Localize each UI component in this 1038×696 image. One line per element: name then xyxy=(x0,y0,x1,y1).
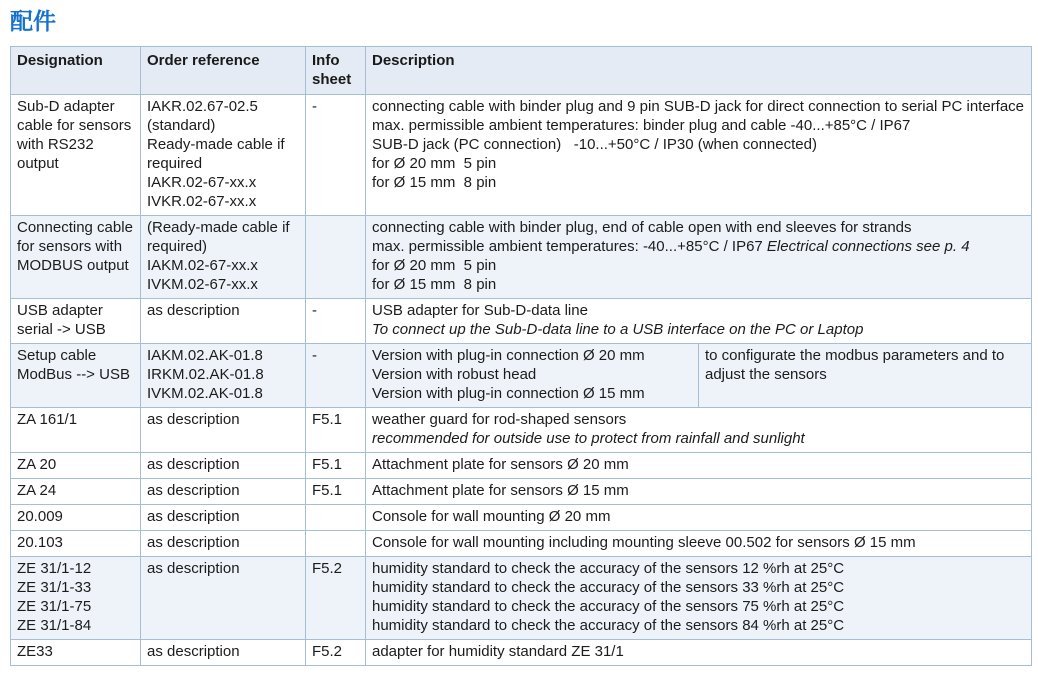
cell-line: 20.009 xyxy=(17,508,63,525)
table-row xyxy=(11,408,1032,453)
text-segment: SUB-D jack (PC connection) -10...+50°C / IP30 (when connected) xyxy=(372,136,817,153)
italic-text-segment: To connect up the Sub-D-data line to a USB interface on the PC or Laptop xyxy=(372,321,864,338)
info-sheet-cell xyxy=(306,531,366,557)
text-segment: humidity standard to check the accuracy of the sensors 75 %rh at 25°C xyxy=(372,598,845,615)
info-sheet-cell: F5.1 xyxy=(306,453,366,479)
cell-line: as description xyxy=(147,302,240,319)
cell-line: IVKM.02.AK-01.8 xyxy=(147,385,263,402)
text-segment: Version with plug-in connection Ø 20 mm xyxy=(372,347,645,364)
designation-cell xyxy=(11,640,141,666)
order-reference-cell xyxy=(141,408,306,453)
description-line xyxy=(372,642,1025,661)
designation-cell xyxy=(11,557,141,640)
column-header-info-sheet: Info sheet xyxy=(306,47,366,95)
text-segment: for Ø 20 mm 5 pin xyxy=(372,257,497,274)
table-row xyxy=(11,453,1032,479)
description-line xyxy=(372,346,692,365)
text-segment: for Ø 15 mm 8 pin xyxy=(372,276,497,293)
cell-line: as description xyxy=(147,534,240,551)
cell-line: as description xyxy=(147,643,240,660)
cell-line: IAKM.02.AK-01.8 xyxy=(147,347,263,364)
description-line xyxy=(372,237,1025,256)
description-line xyxy=(372,173,1025,192)
info-sheet-cell: F5.1 xyxy=(306,479,366,505)
column-header-order-reference: Order reference xyxy=(141,47,306,95)
info-sheet-cell xyxy=(306,216,366,299)
info-sheet-cell: - xyxy=(306,299,366,344)
cell-line: 20.103 xyxy=(17,534,63,551)
description-line xyxy=(372,154,1025,173)
info-sheet-cell: F5.2 xyxy=(306,640,366,666)
description-line xyxy=(372,320,1025,339)
description-line xyxy=(372,410,1025,429)
table-row xyxy=(11,344,1032,408)
description-line xyxy=(372,597,1025,616)
info-sheet-cell: F5.2 xyxy=(306,557,366,640)
italic-text-segment: Electrical connections see p. 4 xyxy=(766,238,970,255)
table-row xyxy=(11,479,1032,505)
order-reference-cell xyxy=(141,505,306,531)
info-sheet-cell: F5.1 xyxy=(306,408,366,453)
order-reference-cell xyxy=(141,453,306,479)
description-split xyxy=(366,344,1031,407)
designation-cell xyxy=(11,505,141,531)
text-segment: humidity standard to check the accuracy of the sensors 84 %rh at 25°C xyxy=(372,617,845,634)
table-row xyxy=(11,557,1032,640)
column-header-description: Description xyxy=(366,47,1032,95)
italic-text-segment: recommended for outside use to protect from rainfall and sunlight xyxy=(372,430,805,447)
description-cell xyxy=(366,640,1032,666)
text-segment: humidity standard to check the accuracy of the sensors 33 %rh at 25°C xyxy=(372,579,845,596)
description-cell xyxy=(366,557,1032,640)
order-reference-cell xyxy=(141,557,306,640)
text-segment: max. permissible ambient temperatures: -40...+85°C / IP67 xyxy=(372,238,767,255)
text-segment: max. permissible ambient temperatures: binder plug and cable -40...+85°C / IP67 xyxy=(372,117,911,134)
description-line xyxy=(372,578,1025,597)
description-cell xyxy=(366,531,1032,557)
description-line xyxy=(372,97,1025,116)
cell-line: ZE33 xyxy=(17,643,53,660)
cell-line: as description xyxy=(147,411,240,428)
text-segment: to configurate the modbus parameters and to adjust the sensors xyxy=(705,347,1009,383)
info-sheet-cell: - xyxy=(306,344,366,408)
designation-cell xyxy=(11,408,141,453)
cell-line: as description xyxy=(147,508,240,525)
table-row xyxy=(11,505,1032,531)
text-segment: adapter for humidity standard ZE 31/1 xyxy=(372,643,624,660)
description-cell xyxy=(366,408,1032,453)
description-line xyxy=(372,218,1025,237)
order-reference-cell xyxy=(141,344,306,408)
cell-line: IAKM.02-67-xx.x xyxy=(147,257,258,274)
description-cell xyxy=(366,299,1032,344)
info-sheet-cell: - xyxy=(306,95,366,216)
designation-cell xyxy=(11,299,141,344)
designation-cell xyxy=(11,453,141,479)
cell-line: IAKR.02-67-xx.x xyxy=(147,174,257,191)
description-line xyxy=(372,384,692,403)
order-reference-cell xyxy=(141,216,306,299)
cell-line: ZE 31/1-33 xyxy=(17,579,92,596)
cell-line: ZA 24 xyxy=(17,482,57,499)
cell-line: as description xyxy=(147,560,240,577)
description-line xyxy=(372,429,1025,448)
text-segment: Attachment plate for sensors Ø 20 mm xyxy=(372,456,629,473)
table-row xyxy=(11,640,1032,666)
table-row xyxy=(11,531,1032,557)
cell-line: Connecting cable for sensors with MODBUS output xyxy=(17,219,138,274)
info-sheet-cell xyxy=(306,505,366,531)
cell-line: ZA 20 xyxy=(17,456,57,473)
cell-line: Ready-made cable if required xyxy=(147,136,289,172)
text-segment: Console for wall mounting including mounting sleeve 00.502 for sensors Ø 15 mm xyxy=(372,534,916,551)
description-line xyxy=(372,256,1025,275)
designation-cell xyxy=(11,479,141,505)
order-reference-cell xyxy=(141,640,306,666)
description-line xyxy=(372,616,1025,635)
description-cell xyxy=(366,505,1032,531)
description-line xyxy=(372,533,1025,552)
text-segment: Console for wall mounting Ø 20 mm xyxy=(372,508,611,525)
description-cell xyxy=(366,479,1032,505)
cell-line: IRKM.02.AK-01.8 xyxy=(147,366,264,383)
cell-line: Sub-D adapter cable for sensors with RS232 output xyxy=(17,98,136,172)
text-segment: for Ø 15 mm 8 pin xyxy=(372,174,497,191)
description-cell xyxy=(366,95,1032,216)
description-cell xyxy=(366,216,1032,299)
text-segment: humidity standard to check the accuracy of the sensors 12 %rh at 25°C xyxy=(372,560,845,577)
column-header-designation: Designation xyxy=(11,47,141,95)
table-row xyxy=(11,95,1032,216)
designation-cell xyxy=(11,95,141,216)
description-line xyxy=(372,559,1025,578)
text-segment: USB adapter for Sub-D-data line xyxy=(372,302,588,319)
cell-line: ZE 31/1-84 xyxy=(17,617,92,634)
order-reference-cell xyxy=(141,479,306,505)
description-line xyxy=(372,455,1025,474)
text-segment: Version with robust head xyxy=(372,366,537,383)
description-split-left xyxy=(366,344,698,407)
cell-line: IAKR.02.67-02.5 (standard) xyxy=(147,98,263,134)
cell-line: ZE 31/1-75 xyxy=(17,598,92,615)
cell-line: as description xyxy=(147,456,240,473)
description-line xyxy=(705,346,1025,384)
description-split-right xyxy=(698,344,1031,407)
cell-line: ZA 161/1 xyxy=(17,411,78,428)
table-row xyxy=(11,216,1032,299)
order-reference-cell xyxy=(141,95,306,216)
text-segment: for Ø 20 mm 5 pin xyxy=(372,155,497,172)
text-segment: Attachment plate for sensors Ø 15 mm xyxy=(372,482,629,499)
cell-line: ZE 31/1-12 xyxy=(17,560,92,577)
text-segment: connecting cable with binder plug, end of cable open with end sleeves for strands xyxy=(372,219,912,236)
description-line xyxy=(372,275,1025,294)
text-segment: weather guard for rod-shaped sensors xyxy=(372,411,627,428)
order-reference-cell xyxy=(141,299,306,344)
description-line xyxy=(372,116,1025,135)
description-cell xyxy=(366,344,1032,408)
text-segment: Version with plug-in connection Ø 15 mm xyxy=(372,385,645,402)
description-line xyxy=(372,135,1025,154)
description-line xyxy=(372,301,1025,320)
accessories-table-body xyxy=(11,95,1032,666)
cell-line: IVKM.02-67-xx.x xyxy=(147,276,258,293)
order-reference-cell xyxy=(141,531,306,557)
cell-line: Setup cable ModBus --> USB xyxy=(17,347,130,383)
designation-cell xyxy=(11,216,141,299)
accessories-table xyxy=(10,46,1032,666)
text-segment: connecting cable with binder plug and 9 pin SUB-D jack for direct connection to serial PC interface xyxy=(372,98,1025,115)
description-cell xyxy=(366,453,1032,479)
cell-line: (Ready-made cable if required) xyxy=(147,219,294,255)
designation-cell xyxy=(11,344,141,408)
page-title: 配件 xyxy=(10,8,56,34)
designation-cell xyxy=(11,531,141,557)
table-row xyxy=(11,299,1032,344)
cell-line: as description xyxy=(147,482,240,499)
description-line xyxy=(372,481,1025,500)
table-header-row xyxy=(11,47,1032,95)
cell-line: USB adapter serial -> USB xyxy=(17,302,108,338)
cell-line: IVKR.02-67-xx.x xyxy=(147,193,257,210)
description-line xyxy=(372,365,692,384)
description-line xyxy=(372,507,1025,526)
